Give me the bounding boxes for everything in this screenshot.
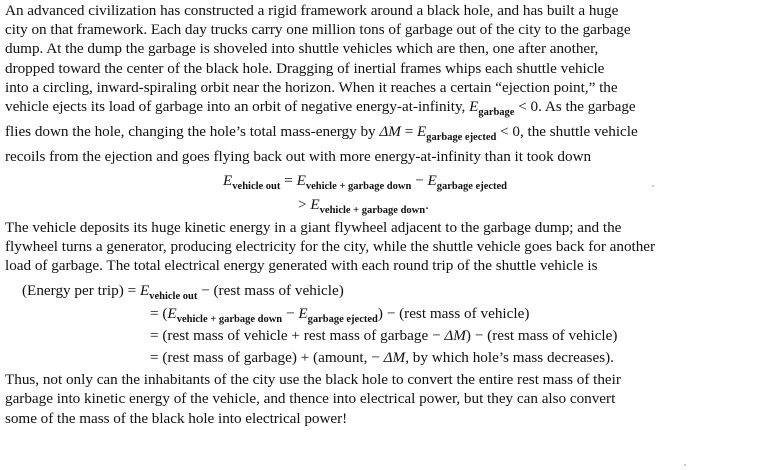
equals-sign: = [280, 171, 297, 189]
minus-sign: − [282, 305, 299, 323]
text-fragment: = [400, 123, 418, 141]
subscript: vehicle out [149, 291, 198, 303]
energy-symbol: E [223, 171, 233, 189]
text-fragment: = (rest mass of vehicle + rest mass of garbage − [150, 327, 445, 345]
energy-derivation [5, 275, 755, 365]
text-line: load of garbage. The total electrical energy generated with each round trip of the shuttle vehicle is [5, 257, 598, 275]
text-fragment: vehicle ejects its load of garbage into an orbit of negative energy-at-infinity, [5, 98, 470, 116]
derivation-line-1 [22, 281, 344, 306]
energy-symbol: E [167, 305, 177, 323]
derivation-line-4 [150, 348, 614, 367]
delta-mass-symbol: ΔM [379, 123, 401, 141]
subscript: vehicle + garbage down [305, 180, 412, 192]
text-line: Thus, not only can the inhabitants of the city use the black hole to convert the entire rest mass of their [5, 371, 621, 389]
text-line: flywheel turns a generator, producing electricity for the city, while the shuttle vehicle goes back for another [5, 237, 656, 255]
display-equation [5, 167, 755, 218]
text-line [5, 97, 755, 122]
equation-line-2 [298, 195, 429, 220]
scan-speck [684, 464, 686, 466]
minus-sign: − [411, 171, 428, 189]
text-line: The vehicle deposits its huge kinetic energy in a giant flywheel adjacent to the garbage dump; and the [5, 218, 622, 236]
paragraph-2 [5, 218, 755, 276]
text-fragment: = (rest mass of garbage) + (amount, − [150, 349, 384, 367]
greater-than-sign: > [298, 195, 311, 213]
text-line: some of the mass of the black hole into electrical power! [5, 409, 348, 427]
document-page [5, 1, 755, 428]
text-fragment: < 0. As the garbage [514, 98, 636, 116]
energy-symbol: E [310, 195, 320, 213]
text-line: city on that framework. Each day trucks carry one million tons of garbage out of the city to the garbage [5, 21, 631, 39]
text-line [5, 122, 755, 147]
text-line: dump. At the dump the garbage is shoveled into shuttle vehicles which are then, one after another, [5, 40, 599, 58]
paragraph-1 [5, 1, 755, 167]
subscript: garbage ejected [307, 314, 378, 326]
subscript: vehicle + garbage down [176, 314, 283, 326]
text-fragment: ) − (rest mass of vehicle) [465, 327, 618, 345]
subscript: garbage ejected [426, 132, 497, 144]
text-fragment: , by which hole’s mass decreases). [405, 349, 614, 367]
energy-symbol: E [139, 282, 150, 300]
text-fragment: < 0, the shuttle vehicle [496, 123, 638, 141]
text-fragment: ) − (rest mass of vehicle) [377, 305, 530, 323]
text-fragment: = ( [150, 305, 168, 323]
equation-line-1 [223, 171, 507, 196]
energy-symbol: E [427, 171, 437, 189]
paragraph-3 [5, 370, 755, 428]
text-fragment: − (rest mass of vehicle) [197, 282, 344, 300]
text-line: into a circling, inward-spiraling orbit near the horizon. When it reaches a certain “ejection point,” the [5, 78, 618, 96]
text-line: An advanced civilization has constructed a rigid framework around a black hole, and has built a huge [5, 2, 619, 19]
text-line: recoils from the ejection and goes flying back out with more energy-at-infinity than it took down [5, 148, 592, 166]
subscript: garbage [478, 107, 515, 119]
scan-speck [652, 185, 654, 187]
delta-mass-symbol: ΔM [444, 327, 466, 345]
derivation-lhs: (Energy per trip) = [22, 282, 140, 300]
subscript: vehicle + garbage down [319, 204, 426, 216]
text-line: garbage into kinetic energy of the vehicle, and thence into electrical power, but they can also convert [5, 390, 616, 408]
derivation-line-3 [150, 326, 617, 345]
energy-symbol: E [298, 305, 308, 323]
energy-symbol: E [296, 171, 306, 189]
energy-symbol: E [417, 123, 427, 141]
period: . [425, 195, 429, 213]
subscript: vehicle out [232, 180, 281, 192]
delta-mass-symbol: ΔM [383, 349, 406, 367]
text-fragment: flies down the hole, changing the hole’s total mass-energy by [5, 123, 380, 141]
subscript: garbage ejected [436, 180, 508, 192]
text-line: dropped toward the center of the black hole. Dragging of inertial frames whips each shuttle vehicle [5, 59, 605, 77]
energy-symbol: E [469, 98, 479, 116]
